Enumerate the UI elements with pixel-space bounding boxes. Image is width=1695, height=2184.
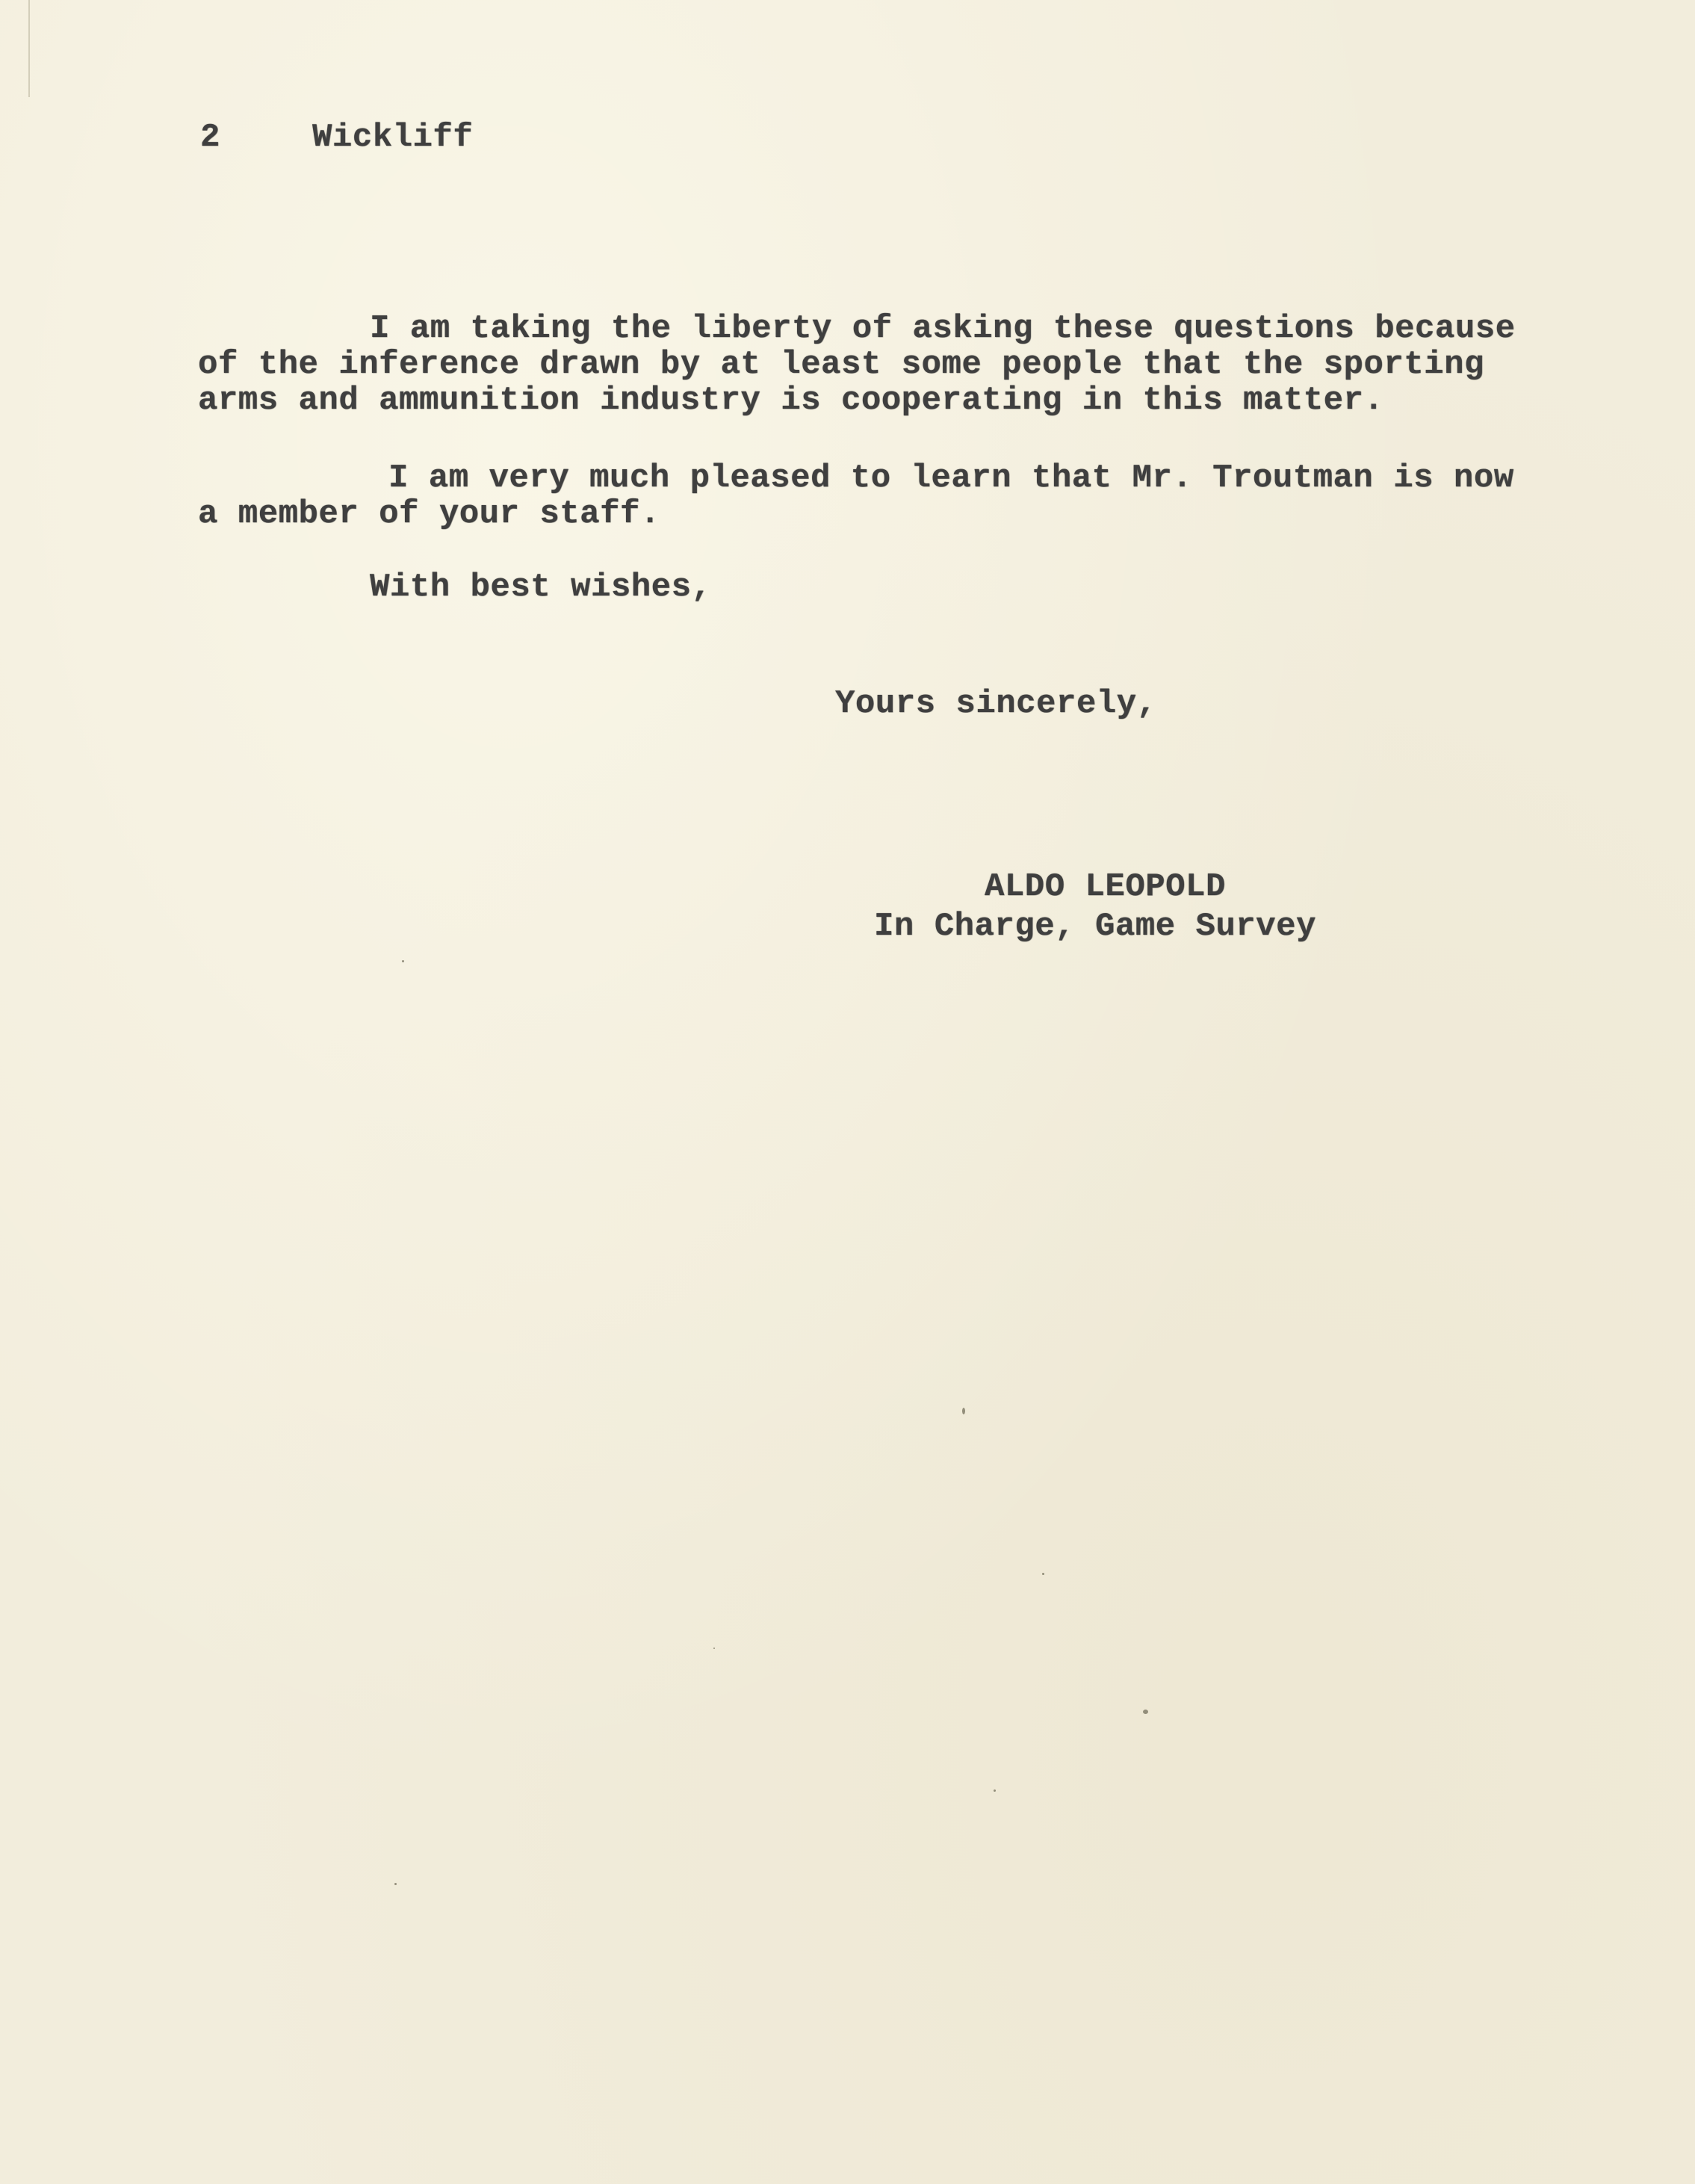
signature-title: In Charge, Game Survey (874, 908, 1316, 945)
paper-speck (1042, 1573, 1044, 1575)
paper-speck (1143, 1710, 1148, 1714)
paper-speck (402, 960, 404, 962)
paper-speck (713, 1648, 715, 1649)
paragraph-line: a member of your staff. (198, 495, 660, 533)
paragraph-line: arms and ammunition industry is cooperating in this matter. (198, 382, 1384, 419)
paragraph-line: of the inference drawn by at least some people that the sporting (198, 346, 1484, 383)
paper-speck (994, 1789, 996, 1792)
closing-line: Yours sincerely, (835, 685, 1157, 723)
recipient-header: Wickliff (312, 119, 474, 156)
paper-speck (962, 1408, 965, 1414)
paragraph-line: I am taking the liberty of asking these questions because (370, 310, 1516, 347)
signature-name: ALDO LEOPOLD (985, 868, 1226, 906)
paper-speck (394, 1883, 397, 1885)
paragraph-line: I am very much pleased to learn that Mr. Troutman is now (388, 460, 1514, 497)
paper-edge-mark (28, 0, 52, 97)
page-number: 2 (200, 119, 220, 156)
best-wishes-line: With best wishes, (370, 569, 712, 606)
